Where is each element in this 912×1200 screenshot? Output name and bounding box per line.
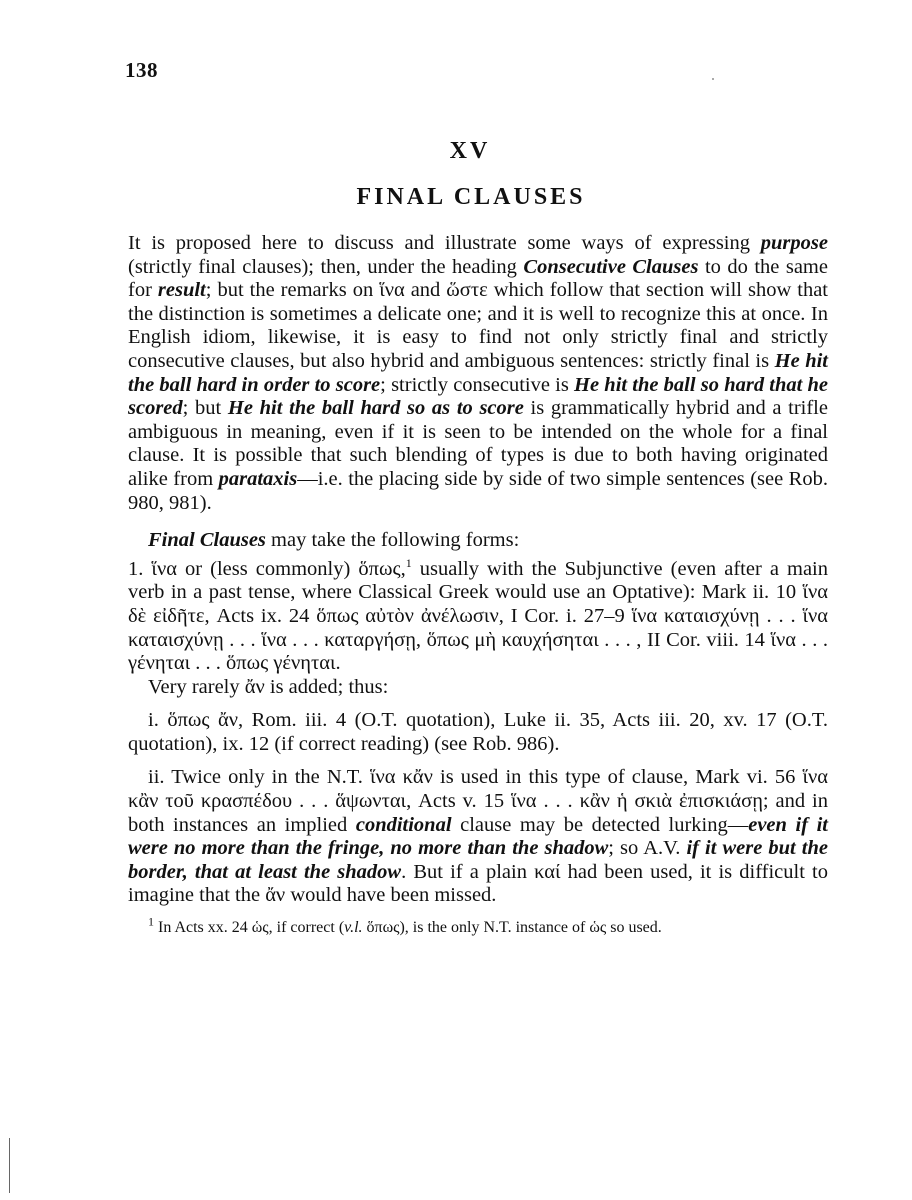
chapter-title: FINAL CLAUSES <box>356 184 586 210</box>
intro-emphasis: Consecutive Clauses <box>523 255 699 278</box>
form-1-paragraph: 1. ἵνα or (less commonly) ὅπως,$^1$ usually with the Subjunctive (even after a main verb in a past tense, where Classical Greek would use an Optative): Mark ii. 10 ἵνα δὲ εἰδῆτε, Acts ix. 24 ὅπως αὐτὸν ἀνέλωσιν, I Cor. i. 27–9 ἵνα καταισχύνῃ . . . ἵνα καταισχύνῃ . . . ἵνα . . . καταργήσῃ, ὅπως μὴ καυχήσηται . . . , II Cor. viii. 14 ἵνα . . . γένηται . . . ὅπως γένηται. <box>128 555 828 675</box>
very-rarely-paragraph: Very rarely ἄν is added; thus: <box>148 675 389 698</box>
body-text <box>128 232 828 938</box>
footnote: $^1$ In Acts xx. 24 ὡς, if correct (v.l. ὅπως), is the only N.T. instance of ὡς so used. <box>148 914 662 937</box>
scan-speck <box>712 78 714 80</box>
sub-ii-emphasis: even if it were no more than the fringe, no more than the shadow <box>128 813 828 860</box>
scan-edge-line <box>9 1138 10 1193</box>
intro-paragraph: It is proposed here to discuss and illustrate some ways of expressing purpose (strictly final clauses); then, under the heading Consecutive Clauses to do the same for result; but the remarks on ἵνα and ὥστε which follow that section will show that the distinction is sometimes a delicate one; and it is well to recognize this at once. In English idiom, likewise, it is easy to find not only strictly final and strictly consecutive clauses, but also hybrid and ambiguous sentences: strictly final is He hit the ball hard in order to score; strictly consecutive is He hit the ball so hard that he scored; but He hit the ball hard so as to score is grammatically hybrid and a trifle ambiguous in meaning, even if it is seen to be intended on the whole for a final clause. It is possible that such blending of types is due to both having originated alike from parataxis—i.e. the placing side by side of two simple sentences (see Rob. 980, 981). <box>128 232 829 514</box>
intro-emphasis: parataxis <box>218 467 298 490</box>
subpoint-ii-paragraph: ii. Twice only in the N.T. ἵνα κἄν is used in this type of clause, Mark vi. 56 ἵνα κἂν τοῦ κρασπέδου . . . ἅψωνται, Acts v. 15 ἵνα . . . κἂν ἡ σκιὰ ἐπισκιάσῃ; and in both instances an implied conditional clause may be detected lurking—even if it were no more than the fringe, no more than the shadow; so A.V. if it were but the border, that at least the shadow. But if a plain καί had been used, it is difficult to imagine that the ἄν would have been missed. <box>128 766 828 907</box>
intro-emphasis: purpose <box>760 232 828 254</box>
subpoint-i-paragraph: i. ὅπως ἄν, Rom. iii. 4 (O.T. quotation), Luke ii. 35, Acts iii. 20, xv. 17 (O.T. quotation), ix. 12 (if correct reading) (see Rob. 986). <box>128 709 828 755</box>
page-number: 138 <box>125 58 158 82</box>
footnote-footnote-marker: 1 <box>148 914 154 929</box>
chapter-number: XV <box>449 138 491 164</box>
intro-emphasis: He hit the ball hard so as to score <box>227 397 524 420</box>
intro-emphasis: He hit the ball hard in order to score <box>128 349 829 396</box>
intro-emphasis: He hit the ball so hard that he scored <box>128 373 829 420</box>
final-clauses-intro-paragraph: Final Clauses may take the following forms: <box>148 529 520 552</box>
intro-emphasis: result <box>157 279 206 302</box>
final-intro-emphasis: Final Clauses <box>148 529 266 552</box>
footnote-emphasis: v.l. <box>344 919 363 937</box>
forms-footnote-marker: 1 <box>405 555 412 570</box>
sub-ii-emphasis: conditional <box>355 813 452 836</box>
sub-ii-emphasis: if it were but the border, that at least the shadow <box>128 837 828 883</box>
